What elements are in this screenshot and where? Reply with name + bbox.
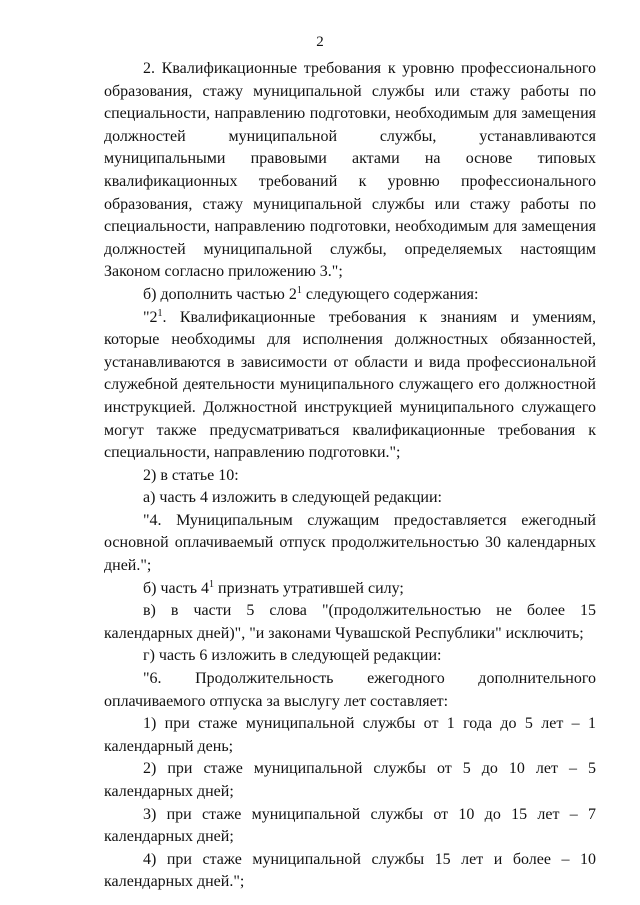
- page-number: 2: [316, 34, 324, 50]
- list-item-service-5-10: 2) при стаже муниципальной службы от 5 до 10 лет – 5 календарных дней;: [104, 760, 596, 800]
- text: признать утратившей силу;: [214, 579, 404, 597]
- superscript: 1: [157, 307, 163, 319]
- paragraph-part-6-edit: г) часть 6 изложить в следующей редакции:: [143, 647, 442, 665]
- paragraph-part-4-edit: а) часть 4 изложить в следующей редакции:: [143, 489, 442, 507]
- paragraph-annual-leave: "4. Муниципальным служащим предоставляется ежегодный основной оплачиваемый отпуск продолжительностью 30 календарных дней.";: [104, 511, 596, 575]
- document-body: [104, 58, 596, 894]
- list-item-service-10-15: 3) при стаже муниципальной службы от 10 до 15 лет – 7 календарных дней;: [104, 805, 596, 846]
- paragraph-article-10: 2) в статье 10:: [143, 466, 239, 484]
- superscript: 1: [209, 578, 215, 590]
- superscript: 1: [296, 284, 302, 296]
- text: б) дополнить частью 2: [143, 285, 297, 303]
- paragraph-additional-leave: "6. Продолжительность ежегодного дополнительного оплачиваемого отпуска за выслугу лет составляет:: [104, 670, 596, 710]
- list-item-service-1-5: 1) при стаже муниципальной службы от 1 года до 5 лет – 1 календарный день;: [104, 715, 596, 755]
- paragraph-add-part: [104, 284, 596, 307]
- paragraph-part-5-words: в) в части 5 слова "(продолжительностью не более 15 календарных дней)", "и законами Чувашской Республики" исключить;: [104, 602, 596, 642]
- text: . Квалификационные требования к знаниям и умениям, которые необходимы для исполнения должностных обязанностей, устанавливаются в зависимости от области и вида профессиональной служебной деятельности муниципального служащего его должностной инструкцией. Должностной инструкцией муниципального служащего могут также предусматриваться квалификационные требования к специальности, направлению подготовки.";: [104, 308, 596, 462]
- text: "2: [143, 308, 158, 326]
- list-item-service-15-plus: 4) при стаже муниципальной службы 15 лет и более – 10 календарных дней.";: [104, 850, 596, 891]
- text: следующего содержания:: [301, 285, 479, 303]
- paragraph-part-4-1-void: [104, 578, 596, 601]
- text: б) часть 4: [143, 579, 210, 597]
- paragraph-qualification-skills: [104, 307, 596, 465]
- paragraph-qualification-education: 2. Квалификационные требования к уровню профессионального образования, стажу муниципальной службы или стажу работы по специальности, направлению подготовки, необходимым для замещения должностей муниципальной службы, устанавливаются муниципальными правовыми актами на основе типовых квалификационных требований к уровню профессионального образования, стажу муниципальной службы или стажу работы по специальности, направлению подготовки, необходимым для замещения должностей муниципальной службы, определяемых настоящим Законом согласно приложению 3.";: [104, 60, 596, 281]
